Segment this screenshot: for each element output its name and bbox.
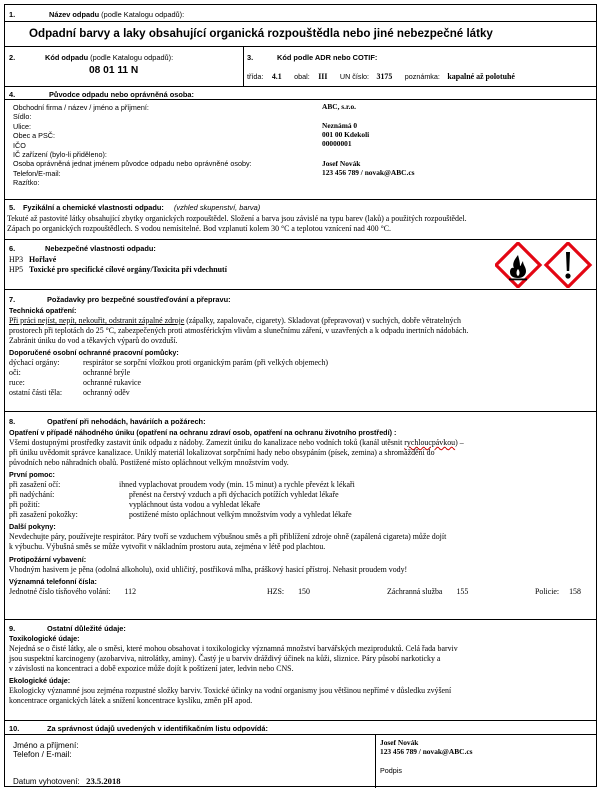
subheading-phones: Významná telefonní čísla:	[9, 577, 97, 586]
ppe-body-label: ostatní části těla:	[9, 388, 63, 397]
section-number: 3.	[247, 53, 254, 62]
subheading-first-aid: První pomoc:	[9, 470, 55, 479]
first-aid-eyes-label: při zasažení očí:	[9, 480, 61, 489]
section-heading: Za správnost údajů uvedených v identifikačním listu odpovídá:	[47, 724, 268, 733]
heading-note: (podle Katalogu odpadů):	[101, 10, 185, 19]
properties-text: Tekuté až pastovité látky obsahující zbytky organických rozpouštědel. Složení a barva jsou závislé na typu barev (laků) a použitých rozpouštědel. Zápach po organických rozpouštědlech. S vodou nemísitelné. Bod vzplanutí kolem 30 °C a teplotou vznícení nad 400 °C.	[7, 214, 467, 233]
hazard-pictograms	[495, 242, 595, 288]
label-facility-id: IČ zařízení (bylo-li přiděleno):	[13, 150, 107, 160]
waste-name: Odpadní barvy a laky obsahující organická rozpouštědla nebo jiné nebezpečné látky	[29, 27, 493, 40]
eco-text: Ekologicky významné jsou zejména rozpustné složky barviv. Toxické účinky na vodní organismy jsou většinou nepřímé v důsledku zvýšení koncentrace organických látek a snížení koncentrace kyslíku, změn pH apod.	[9, 686, 452, 705]
section-7-handling	[5, 290, 596, 412]
subheading-eco: Ekologické údaje:	[9, 676, 71, 685]
ppe-respiratory-value: respirátor se sorpční vložkou proti organickým parám (při velkých objemech)	[83, 358, 329, 367]
label-firm: Obchodní firma / název / jméno a příjmení:	[13, 103, 149, 112]
label-seat: Sídlo:	[13, 112, 32, 122]
section-5-properties	[5, 200, 596, 240]
section-heading: Ostatní důležité údaje:	[47, 624, 126, 633]
ppe-hands-label: ruce:	[9, 378, 25, 387]
section-9-other	[5, 620, 596, 721]
name-label: Jméno a příjmení:	[13, 741, 79, 750]
ppe-eyes-value: ochranné brýle	[83, 368, 131, 377]
subheading-fire: Protipožární vybavení:	[9, 555, 87, 564]
section-heading: Požadavky pro bezpečné soustřeďování a přepravu:	[47, 295, 231, 304]
first-aid-ingestion-value: vypláchnout ústa vodou a vyhledat lékaře	[129, 500, 261, 509]
section-number: 10.	[9, 724, 20, 733]
firm-value: ABC, s.r.o.	[322, 102, 357, 111]
first-aid-skin-label: při zasažení pokožky:	[9, 510, 78, 519]
signature-label: Podpis	[380, 766, 402, 775]
note-value: kapalné až polotuhé	[447, 72, 515, 81]
adr-details	[247, 66, 515, 84]
phone-police: Policie: 158	[535, 587, 581, 596]
waste-identification-sheet	[4, 4, 597, 787]
more-text: Nevdechujte páry, používejte respirátor. Páry tvoří se vzduchem výbušnou směs a při přiblížení zdroje ohně (zapálená cigareta) může dojít k výbuchu. Výbušná směs se může vytvořit v nákladním prostoru auta, zejména v létě pod plachtou.	[9, 532, 447, 551]
heading-note: (vzhled skupenství, barva)	[173, 203, 261, 212]
ppe-body-value: ochranný oděv	[83, 388, 130, 397]
contact-value: 123 456 789 / novak@ABC.cs	[322, 168, 415, 177]
pack-label: obal:	[294, 72, 310, 81]
hazard-hp5: HP5 Toxické pro specifické cílové orgány/Toxicita při vdechnutí	[9, 265, 227, 274]
phone-fire: HZS: 150	[267, 587, 310, 596]
section-heading: Opatření při nehodách, haváriích a požárech:	[47, 417, 206, 426]
exclamation-icon	[546, 243, 590, 287]
ico-value: 00000001	[322, 139, 352, 148]
section-heading: Nebezpečné vlastnosti odpadu:	[45, 244, 156, 253]
label-stamp: Razítko:	[13, 178, 40, 188]
ppe-respiratory-label: dýchací orgány:	[9, 358, 60, 367]
section-6-hazards	[5, 240, 596, 290]
spill-text: Všemi dostupnými prostředky zastavit únik odpadu z nádoby. Zamezit úniku do kanalizace nebo vodních toků (kanál utěsnit rychloucpávkou) – při úniku uvědomit správce kanalizace. Uniklý materiál lokalizovat sorpčními hady nebo obsypáním (písek, zemina) a shromáždění do původních nebo náhradních obalů. Postižené místo opláchnout velkým množstvím vody.	[9, 438, 464, 467]
fire-text: Vhodným hasivem je pěna (odolná alkoholu), oxid uhličitý, postřiková mlha, práškový hasicí přístroj. Nehasit proudem vody!	[9, 565, 408, 574]
producer-labels	[13, 103, 252, 188]
section-heading: Kód podle ADR nebo COTIF:	[277, 53, 378, 62]
tox-text: Nejedná se o čisté látky, ale o směsi, které mohou obsahovat i toxikologicky významná množství barvářských meziproduktů. Celá řada barviv jsou suspektní karcinogeny (azobarviva, nitrolátky, aminy). Častý je u barviv dráždivý účinek na kůži, sliznice. Páry působí narkoticky a v závislosti na koncentraci a době expozice může dojít k poštízení jater, ledvin nebo CNS.	[9, 644, 458, 673]
ppe-eyes-label: oči:	[9, 368, 21, 377]
city-value: 001 00 Kdekoli	[322, 130, 370, 139]
first-aid-inhalation-label: při nadýchání:	[9, 490, 55, 499]
subheading-spill: Opatření v případě náhodného úniku (opatření na ochranu zdraví osob, opatření na ochranu životního prostředí) :	[9, 428, 397, 437]
label-street: Ulice:	[13, 121, 31, 131]
section-number: 1.	[9, 10, 16, 19]
subheading-technical: Technická opatření:	[9, 306, 77, 315]
first-aid-skin-value: postižené místo opláchnout velkým množstvím vody a vyhledat lékaře	[129, 510, 352, 519]
person-value: Josef Novák	[322, 159, 361, 168]
subheading-tox: Toxikologické údaje:	[9, 634, 80, 643]
responsible-contact: 123 456 789 / novak@ABC.cs	[380, 747, 473, 756]
section-number: 6.	[9, 244, 16, 253]
label-authorized-person: Osoba oprávněná jednat jménem původce odpadu nebo oprávněné osoby:	[13, 159, 252, 169]
subheading-more: Další pokyny:	[9, 522, 56, 531]
pack-value: III	[318, 72, 328, 81]
street-value: Neznámá 0	[322, 121, 358, 130]
first-aid-inhalation-value: přenést na čerstvý vzduch a při dýchacích potížích vyhledat lékaře	[129, 490, 339, 499]
section-number: 2.	[9, 53, 16, 62]
hazard-hp3: HP3 Hořlavé	[9, 255, 57, 264]
technical-text: Při práci nejíst, nepít, nekouřit, odstranit zápalné zdroje (zápalky, zapalovače, cigarety). Skladovat (přepravovat) v suchých, dobře větratelných prostorech při teplotách do 25 °C, zabezpečených proti atmosférickým vlivům a slunečnímu záření, v uzavřených a k odpadu inertních nádobách. Zabránit úniku do vod a těkavých výparů do ovzduší.	[9, 316, 469, 345]
section-number: 9.	[9, 624, 16, 633]
flame-icon	[496, 243, 540, 287]
heading-note: (podle Katalogu odpadů):	[90, 53, 174, 62]
date-value: 23.5.2018	[86, 776, 121, 786]
un-value: 3175	[376, 72, 393, 81]
ppe-hands-value: ochranné rukavice	[83, 378, 142, 387]
phone-ambulance: Záchranná služba 155	[387, 587, 469, 596]
section-1-waste-name	[5, 5, 596, 47]
section-number: 8.	[9, 417, 16, 426]
subheading-ppe: Doporučené osobní ochranné pracovní pomůcky:	[9, 348, 179, 357]
date-label: Datum vyhotovení:	[13, 777, 80, 786]
label-contact: Telefon/E-mail:	[13, 168, 61, 178]
class-label: třída:	[247, 72, 264, 81]
section-heading: Kód odpadu	[45, 53, 89, 62]
phone-label: Telefon / E-mail:	[13, 750, 72, 759]
section-8-accidents	[5, 412, 596, 620]
label-city: Obec a PSČ:	[13, 131, 55, 141]
section-number: 7.	[9, 295, 16, 304]
section-heading: Název odpadu	[49, 10, 100, 19]
section-heading: Fyzikální a chemické vlastnosti odpadu:	[23, 203, 164, 212]
phone-emergency: Jednotné číslo tísňového volání: 112	[9, 587, 137, 596]
section-number: 5.	[9, 203, 16, 212]
note-label: poznámka:	[404, 72, 440, 81]
first-aid-eyes-value: ihned vyplachovat proudem vody (min. 15 minut) a rychle převézt k lékaři	[119, 480, 355, 489]
responsible-person: Josef Novák	[380, 738, 419, 747]
section-heading: Původce odpadu nebo oprávněná osoba:	[49, 90, 194, 99]
section-2-3-codes	[5, 47, 596, 87]
label-ico: IČO	[13, 140, 26, 150]
section-number: 4.	[9, 90, 16, 99]
section-10-responsible	[5, 721, 596, 788]
class-value: 4.1	[271, 72, 282, 81]
first-aid-ingestion-label: při požití:	[9, 500, 40, 509]
section-4-producer	[5, 87, 596, 200]
date-row	[13, 771, 121, 788]
un-label: UN číslo:	[339, 72, 370, 81]
waste-code: 08 01 11 N	[89, 65, 139, 76]
